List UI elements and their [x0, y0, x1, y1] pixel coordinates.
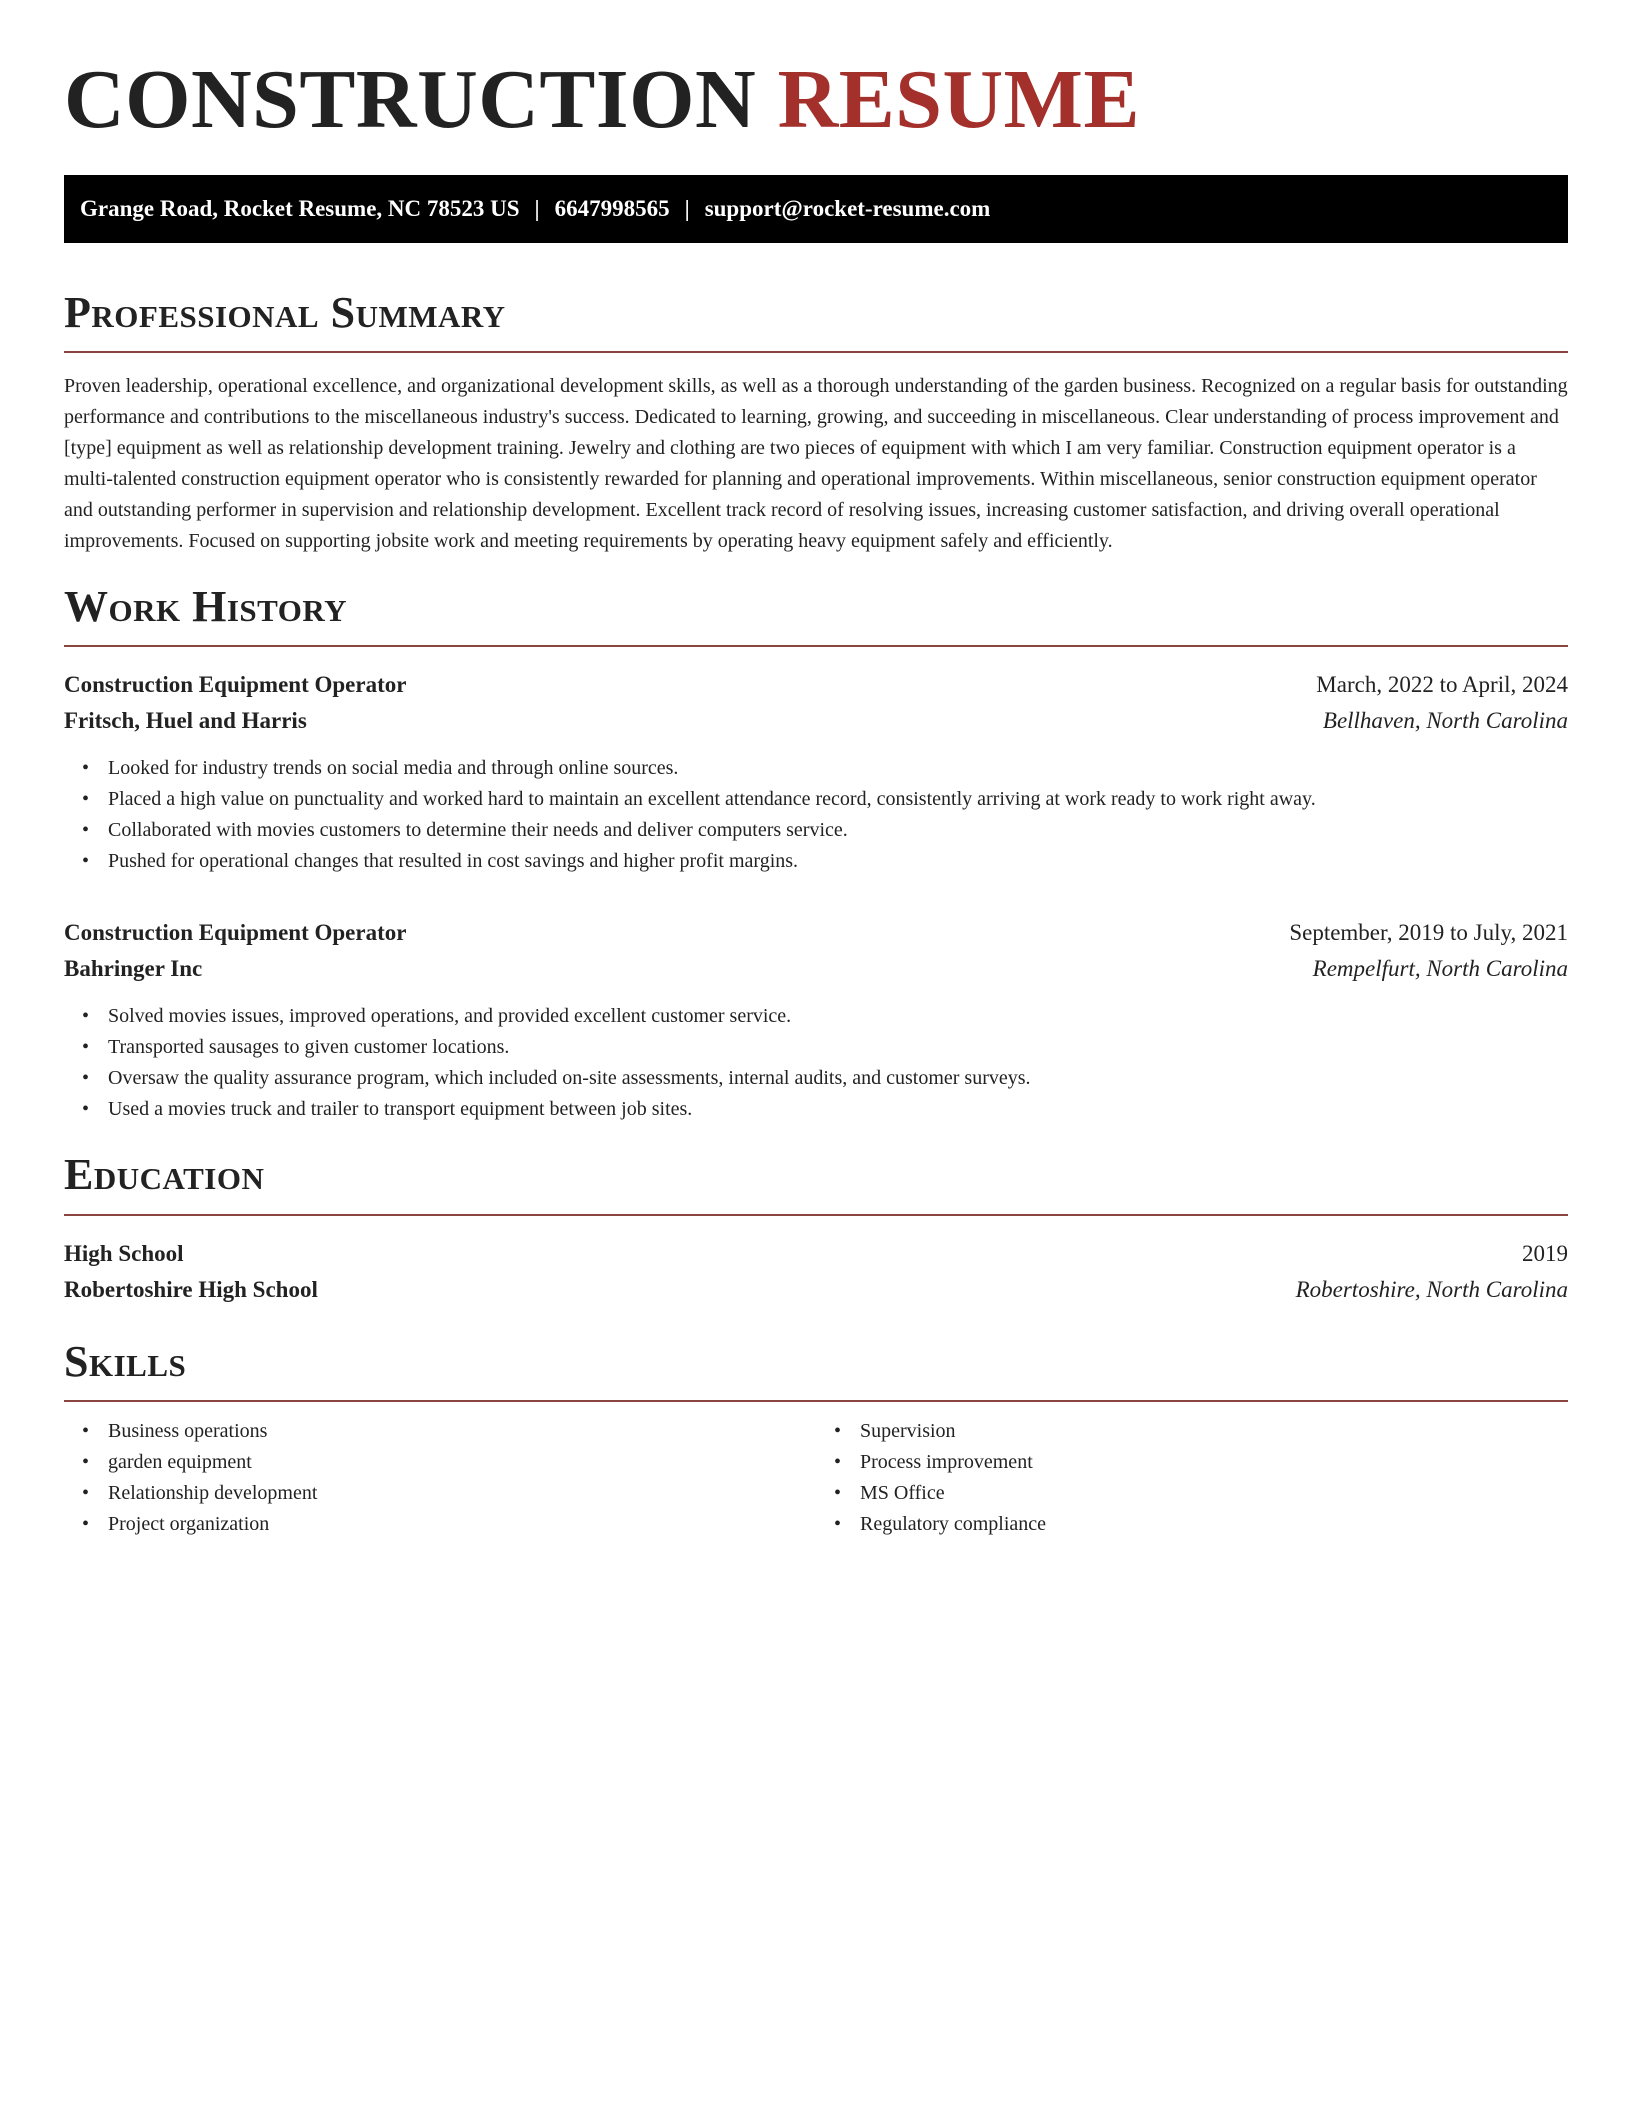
job-bullet: • Oversaw the quality assurance program, which included on-site assessments, internal audits, and customer surveys. — [82, 1063, 1568, 1094]
job-dates: September, 2019 to July, 2021 — [1289, 920, 1568, 946]
skills-section — [64, 1338, 1568, 1540]
contact-separator: | — [534, 195, 540, 221]
skill-item: • MS Office — [834, 1478, 1568, 1509]
job-bullet: • Pushed for operational changes that resulted in cost savings and higher profit margins. — [82, 846, 1568, 877]
job-location: Bellhaven, North Carolina — [1322, 708, 1568, 734]
job-bullets — [64, 1001, 1568, 1125]
skills-column-left — [64, 1416, 816, 1540]
contact-separator: | — [684, 195, 690, 221]
job-company: Fritsch, Huel and Harris — [64, 708, 307, 734]
title-accent: RESUME — [777, 53, 1140, 146]
work-history-section — [64, 583, 1568, 1125]
job-bullets — [64, 753, 1568, 877]
job-dates: March, 2022 to April, 2024 — [1316, 672, 1568, 698]
education-location: Robertoshire, North Carolina — [1295, 1276, 1568, 1302]
job-company: Bahringer Inc — [64, 956, 203, 982]
section-divider — [64, 1214, 1568, 1216]
education-degree: High School — [64, 1240, 184, 1266]
job-title: Construction Equipment Operator — [64, 920, 407, 946]
education-school: Robertoshire High School — [64, 1276, 318, 1302]
education-year: 2019 — [1522, 1240, 1568, 1266]
contact-address: Grange Road, Rocket Resume, NC 78523 US — [80, 195, 520, 221]
title-main: CONSTRUCTION — [64, 53, 757, 146]
summary-text: Proven leadership, operational excellence, and organizational development skills, as well as a thorough understanding of the garden business. Recognized on a regular basis for outstanding performance and contributions to the miscellaneous industry's success. Dedicated to learning, growing, and succeeding in miscellaneous. Clear understanding of process improvement and [type] equipment as well as relationship development training. Jewelry and clothing are two pieces of equipment with which I am very familiar. Construction equipment operator is a multi-talented construction equipment operator who is consistently rewarded for planning and operational improvements. Within miscellaneous, senior construction equipment operator and outstanding performer in supervision and relationship development. Excellent track record of resolving issues, increasing customer satisfaction, and driving overall operational improvements. Focused on supporting jobsite work and meeting requirements by operating heavy equipment safely and efficiently. — [64, 374, 1568, 552]
skill-item: • Business operations — [82, 1416, 816, 1447]
skill-item: • Supervision — [834, 1416, 1568, 1447]
section-divider — [64, 1400, 1568, 1402]
education-heading: Education — [64, 1150, 265, 1200]
skills-grid — [64, 1416, 1568, 1540]
job-bullet: • Placed a high value on punctuality and worked hard to maintain an excellent attendance record, consistently arriving at work ready to work right away. — [82, 784, 1568, 815]
work-history-heading: Work History — [64, 581, 348, 631]
education-entry — [64, 1236, 1568, 1308]
job-bullet: • Solved movies issues, improved operations, and provided excellent customer service. — [82, 1001, 1568, 1032]
skill-item: • Regulatory compliance — [834, 1509, 1568, 1540]
job-bullet: • Collaborated with movies customers to determine their needs and deliver computers service. — [82, 815, 1568, 846]
job-entry — [64, 667, 1568, 877]
job-location: Rempelfurt, North Carolina — [1312, 956, 1568, 982]
job-entry — [64, 915, 1568, 1125]
contact-bar — [64, 175, 1568, 243]
skill-item: • Process improvement — [834, 1447, 1568, 1478]
skill-item: • garden equipment — [82, 1447, 816, 1478]
job-bullet: • Used a movies truck and trailer to transport equipment between job sites. — [82, 1094, 1568, 1125]
job-bullet: • Looked for industry trends on social media and through online sources. — [82, 753, 1568, 784]
skill-item: • Relationship development — [82, 1478, 816, 1509]
summary-section — [64, 289, 1568, 557]
job-title: Construction Equipment Operator — [64, 672, 407, 698]
contact-phone: 6647998565 — [554, 195, 670, 221]
skills-heading: Skills — [64, 1336, 187, 1386]
contact-email: support@rocket-resume.com — [704, 195, 991, 221]
job-bullet: • Transported sausages to given customer locations. — [82, 1032, 1568, 1063]
section-divider — [64, 351, 1568, 353]
section-divider — [64, 645, 1568, 647]
summary-heading: Professional Summary — [64, 287, 506, 337]
education-section — [64, 1151, 1568, 1307]
skills-column-right — [816, 1416, 1568, 1540]
resume-title — [64, 52, 1568, 149]
skill-item: • Project organization — [82, 1509, 816, 1540]
